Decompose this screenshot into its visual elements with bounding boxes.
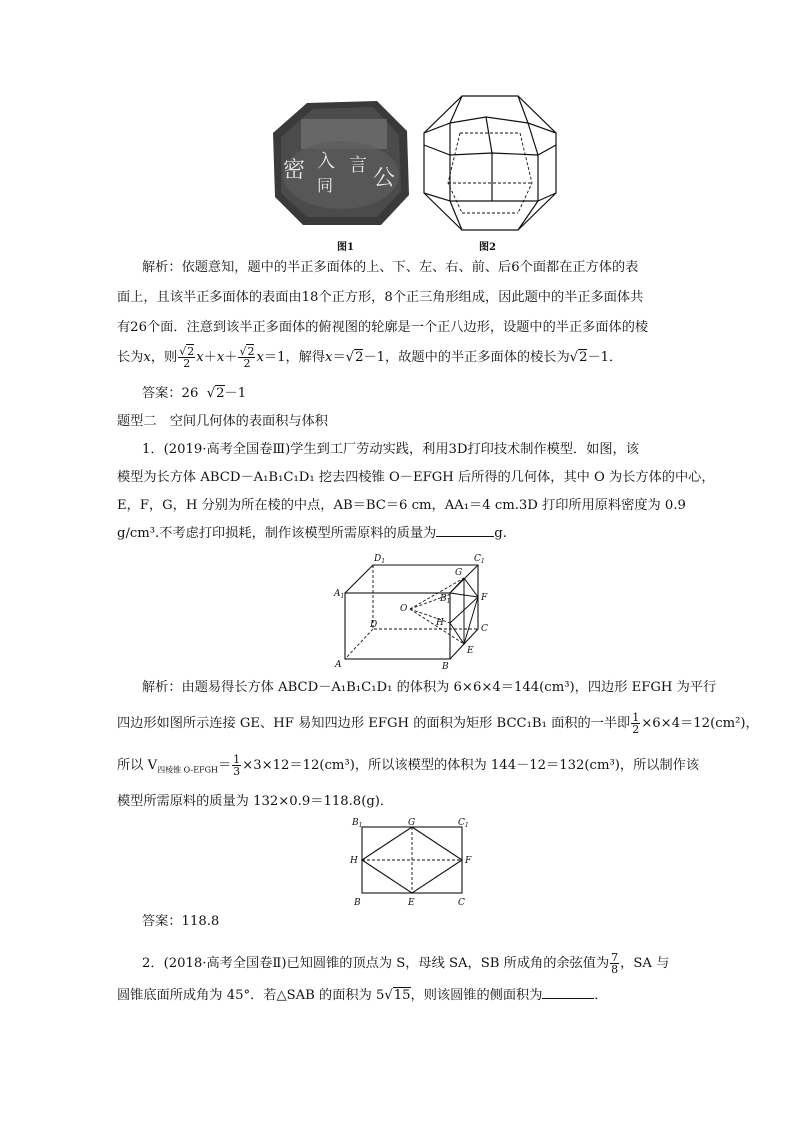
problem1-line1: 1．(2019·高考全国卷Ⅲ)学生到工厂劳动实践，利用3D打印技术制作模型．如图，该 [142, 442, 639, 457]
label-C1: $C_1$ [458, 818, 469, 829]
label-G: G [455, 568, 463, 578]
label-F: F [465, 856, 472, 866]
solution2-line1: 解析：由题易得长方体 ABCD－A₁B₁C₁D₁ 的体积为 6×6×4＝144(cm³)，四边形 EFGH 为平行 [142, 680, 717, 695]
fraction-sqrt2-over-2-b: $\frac{√2}{2}$ [239, 345, 255, 370]
section-title: 题型二 空间几何体的表面积与体积 [117, 414, 328, 429]
fig4-rectangle-diagram [346, 815, 476, 907]
label-H: H [350, 856, 358, 866]
solution1-line1: 解析：依题意知，题中的半正多面体的上、下、左、右、前、后6个面都在正方体的表 [142, 260, 639, 275]
fraction-one-third: $\frac{1}{3}$ [233, 753, 241, 778]
label-C: C [458, 898, 465, 907]
solution1-line3: 有26个面．注意到该半正多面体的俯视图的轮廓是一个正八边形，设题中的半正多面体的棱 [117, 320, 649, 335]
fig2-polyhedron [420, 93, 560, 233]
seal-text-left: 密 [283, 158, 306, 183]
fig1-seal-photo [269, 95, 414, 230]
label-A: A [335, 660, 342, 670]
label-E: E [408, 898, 415, 907]
solution2-line3: 所以 $V_{四棱锥 O-EFGH}=$ $\frac{1}{3}$ ×3×12＝12(cm³)，所以该模型的体积为 144－12＝132(cm³)，所以制作该 [117, 753, 700, 778]
svg-text:入: 入 [317, 151, 335, 172]
answer-blank [436, 524, 494, 537]
label-G: G [408, 818, 416, 828]
problem1-line3: E，F，G，H 分别为所在棱的中点，AB＝BC＝6 cm，AA₁＝4 cm.3D 打印所用原料密度为 0.9 [117, 498, 686, 513]
svg-text:同: 同 [317, 176, 334, 195]
fraction-one-half: $\frac{1}{2}$ [632, 711, 640, 736]
answer-blank-2 [542, 986, 594, 999]
problem1-line4: g/cm³.不考虑打印损耗，制作该模型所需原料的质量为 g. [117, 526, 507, 541]
solution2-line4: 模型所需原料的质量为 132×0.9＝118.8(g)． [117, 794, 394, 809]
label-C: C [481, 624, 488, 634]
label-B1: $B_1$ [352, 818, 363, 829]
solution1-line4: 长为x，则 $\frac{√2}{2}$ x＋x＋ $\frac{√2}{2}$ x＝1，解得x＝√2－1，故题中的半正多面体的棱长为√2－1． [117, 345, 623, 370]
label-A1: $A_1$ [334, 589, 345, 600]
fig2-caption: 图2 [479, 242, 496, 253]
problem2-line2: 圆锥底面所成角为 45°．若△SAB 的面积为 5√15，则该圆锥的侧面积为 ． [117, 988, 608, 1003]
label-C1: $C_1$ [474, 554, 485, 565]
label-F: F [481, 593, 488, 603]
label-D1: $D_1$ [374, 554, 386, 565]
seal-text-right: 公 [373, 166, 396, 191]
solution2-line2: 四边形如图所示连接 GE、HF 易知四边形 EFGH 的面积为矩形 BCC₁B₁ 面积的一半即 $\frac{1}{2}$ ×6×4＝12(cm²)， [117, 711, 759, 736]
fig3-cuboid-diagram [330, 545, 495, 670]
label-B1: $B_1$ [440, 594, 451, 605]
problem2-line1: 2．(2018·高考全国卷Ⅱ)已知圆锥的顶点为 S，母线 SA，SB 所成角的余弦值为 $\frac{7}{8}$ ，SA 与 [142, 951, 670, 976]
label-B: B [442, 662, 449, 670]
label-B: B [354, 898, 361, 907]
solution1-line2: 面上，且该半正多面体的表面由18个正方形，8个正三角形组成，因此题中的半正多面体共 [117, 290, 644, 305]
label-E: E [467, 646, 474, 656]
fig1-caption: 图1 [337, 242, 354, 253]
problem1-line2: 模型为长方体 ABCD－A₁B₁C₁D₁ 挖去四棱锥 O－EFGH 后所得的几何体，其中 O 为长方体的中心， [117, 470, 715, 485]
answer1: 答案：26 √2－1 [142, 386, 247, 401]
label-D: D [370, 620, 378, 630]
answer2: 答案：118.8 [142, 914, 220, 929]
label-H: H [436, 618, 444, 628]
fraction-sqrt2-over-2: $\frac{√2}{2}$ [179, 345, 195, 370]
svg-text:言: 言 [349, 155, 367, 176]
fraction-seven-eighths: $\frac{7}{8}$ [611, 951, 619, 976]
label-O: O [400, 604, 408, 614]
